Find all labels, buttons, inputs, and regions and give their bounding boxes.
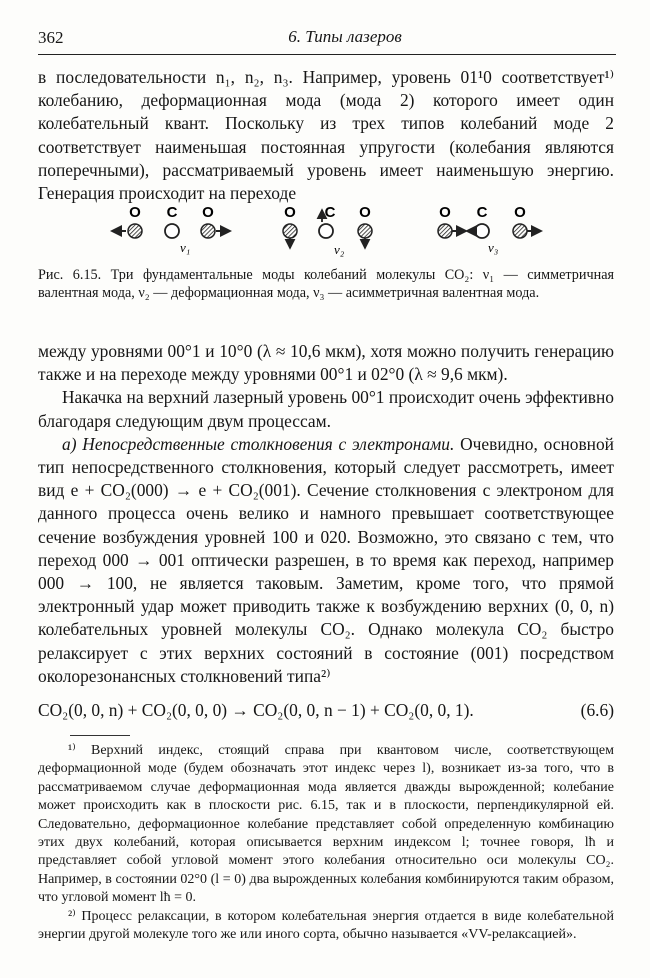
atom-label: C xyxy=(166,204,178,221)
body-top xyxy=(38,66,614,205)
section-a-title: Непосредственные столкновения с электронами. xyxy=(82,433,455,454)
oxygen-atom xyxy=(128,224,142,238)
paragraph: Накачка на верхний лазерный уровень 00°1 происходит очень эффективно благодаря следующим двум процессам. xyxy=(38,387,614,431)
carbon-atom xyxy=(319,224,333,238)
footnote-2: ²⁾ Процесс релаксации, в котором колебательная энергия отдается в виде колебательной энергии другой молекуле того же или иного сорта, обычно называется «VV-релаксацией». xyxy=(38,908,614,943)
atom-label: O xyxy=(284,204,296,221)
mode-label: ν₃ xyxy=(488,240,499,255)
atom-label: O xyxy=(359,204,371,221)
co2-modes-figure xyxy=(100,200,570,262)
footnote-divider xyxy=(70,735,130,736)
caption-text: Три фундаментальные моды колебаний молекулы CO₂: ν₁ — симметричная валентная мода, ν₂ — деформационная мода, ν₃ — асимметричная валентная мода. xyxy=(38,267,615,302)
paragraph: между уровнями 00°1 и 10°0 (λ ≈ 10,6 мкм), хотя можно получить генерацию также и на переходе между уровнями 00°1 и 02°0 (λ ≈ 9,6 мкм). xyxy=(38,341,614,385)
oxygen-atom xyxy=(513,224,527,238)
mode-1-group xyxy=(112,204,230,255)
mode-label: ν₁ xyxy=(180,240,191,255)
page-number: 362 xyxy=(38,28,64,47)
atom-label: C xyxy=(324,204,336,221)
atom-label: O xyxy=(514,204,526,221)
section-a-label: а) xyxy=(62,433,77,454)
mode-label: ν₂ xyxy=(334,242,345,257)
paragraph: в последовательности n₁, n₂, n₃. Например, уровень 01¹0 соответствует¹⁾ колебанию, деформационная мода (мода 2) которого имеет один колебательный квант. Поскольку из трех типов колебаний моде 2 соответствует наименьшая постоянная упругости (колебания являются поперечными), рассматриваемый уровень имеет наименьшую энергию. Генерация происходит на переходе xyxy=(38,67,614,204)
section-a-text: Очевидно, основной тип непосредственного столкновения, который следует рассмотреть, имеет вид e + CO₂(000) → e + CO₂(001). Сечение столкновения с электроном для данного процесса очень велико и намного превышает соответствующее сечение возбуждения уровней 100 и 020. Возможно, это связано с тем, что переход 000 → 001 оптически разрешен, в то время как переход, например 000 → 100, не является таковым. Заметим, кроме того, что прямой электронный удар может приводить также к возбуждению верхних (0, 0, n) колебательных уровней молекулы CO₂. Однако молекула CO₂ быстро релаксирует с этих верхних состояний в состояние (001) посредством околорезонансных столкновений типа²⁾ xyxy=(38,433,614,686)
footnotes xyxy=(38,742,614,944)
oxygen-atom xyxy=(438,224,452,238)
running-title: 6. Типы лазеров xyxy=(288,27,402,46)
oxygen-atom xyxy=(201,224,215,238)
mode-3-group xyxy=(438,204,541,255)
figure-caption xyxy=(38,266,614,303)
body-mid xyxy=(38,340,614,688)
section-a-paragraph xyxy=(38,433,614,688)
atom-label: O xyxy=(202,204,214,221)
oxygen-atom xyxy=(358,224,372,238)
atom-label: O xyxy=(129,204,141,221)
atom-label: C xyxy=(476,204,488,221)
page-header xyxy=(38,18,616,55)
equation-6-6 xyxy=(38,698,614,722)
atom-label: O xyxy=(439,204,451,221)
mode-2-group xyxy=(283,204,372,257)
oxygen-atom xyxy=(283,224,297,238)
caption-label: Рис. 6.15. xyxy=(38,267,102,283)
equation-number: (6.6) xyxy=(580,700,614,720)
equation-text: CO₂(0, 0, n) + CO₂(0, 0, 0) → CO₂(0, 0, n − 1) + CO₂(0, 0, 1). xyxy=(38,700,474,720)
carbon-atom xyxy=(165,224,179,238)
footnote-1: ¹⁾ Верхний индекс, стоящий справа при квантовом числе, соответствующем деформационной моде (будем обозначать этот индекс через l), возникает из-за того, что в рассматриваемом случае деформационная мода является дважды вырожденной; колебание может происходить как в плоскости рис. 6.15, так и в плоскости, перпендикулярной ей. Следовательно, деформационное колебание представляет собой определенную комбинацию этих двух колебаний, которая описывается верхним индексом l; точнее говоря, lħ и представляет собой угловой момент этого колебания относительно оси молекулы CO₂. Например, в состоянии 02°0 (l = 0) два вырожденных колебания комбинируются таким образом, что угловой момент lħ = 0. xyxy=(38,743,614,906)
carbon-atom xyxy=(475,224,489,238)
